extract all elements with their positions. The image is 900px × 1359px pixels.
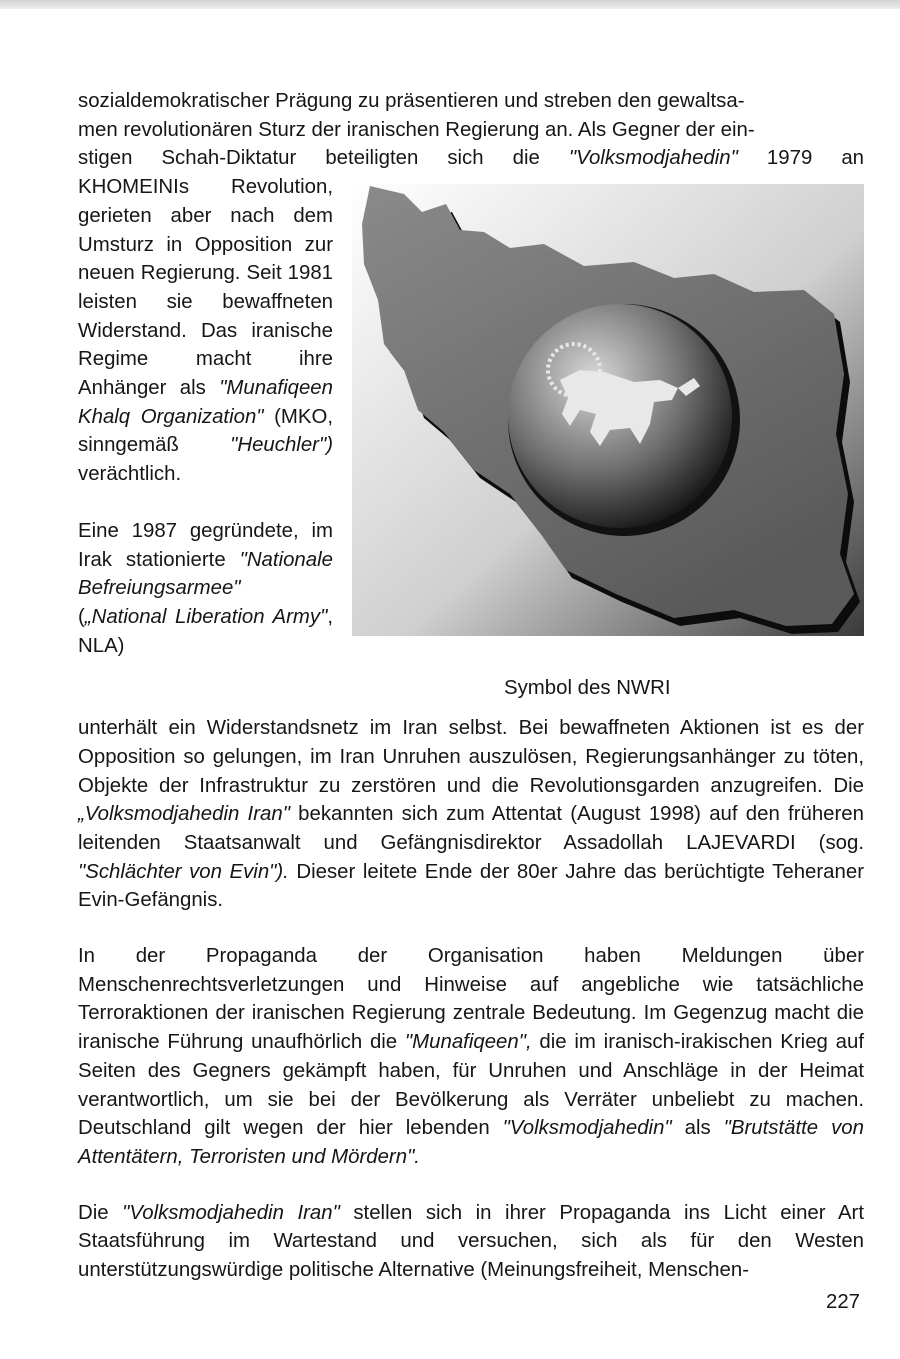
italic-run: „Volksmodjahedin Iran" — [78, 803, 290, 826]
text-run: Die — [78, 1201, 123, 1224]
text-run: In der Propaganda der Organisation haben Meldungen über Menschenrechtsverletzungen und Hinweise auf angebliche wie tatsächliche Terroraktionen der iranischen Regierung zentrale Bedeutung. Im Gegenzug macht die iranische Führung unaufhörlich die — [78, 945, 864, 1054]
figure-caption: Symbol des NWRI — [504, 677, 671, 700]
figure-wrap-section — [78, 173, 864, 714]
italic-run: "Volksmodjahedin" — [568, 147, 738, 170]
italic-run: „National Liberation Army" — [84, 605, 328, 628]
text-run: als — [671, 1117, 724, 1140]
text-run: Dieser leitete Ende der 80er Jahre das berüchtigte Teheraner Evin-Gefängnis. — [78, 860, 864, 912]
paragraph-2-continued — [78, 714, 864, 915]
wrapped-text-column — [78, 173, 333, 660]
paragraph-4 — [78, 1199, 864, 1285]
paragraph-1-wrapped — [78, 173, 333, 489]
text-run: 1979 an — [737, 147, 864, 170]
italic-run: "Nationale Befreiungsarmee" — [78, 548, 333, 600]
italic-run: "Brutstätte von Attentätern, Terroristen und Mördern". — [78, 1117, 864, 1168]
paragraph-3 — [78, 942, 864, 1172]
text-run: unterhält ein Widerstandsnetz im Iran selbst. Bei bewaffneten Aktionen ist es der Opposition so gelungen, im Iran Unruhen auszulösen, Regierungsanhänger zu töten, Objekte der Infrastruktur zu zerstören und die Revolutionsgarden anzugreifen. Die — [78, 717, 864, 797]
italic-run: "Munafiqeen Khalq Organization" — [78, 377, 333, 428]
italic-run: "Schlächter von Evin"). — [78, 860, 289, 883]
text-run: (MKO, sinngemäß — [78, 405, 333, 457]
text-run: verächtlich. — [78, 463, 182, 486]
nwri-symbol-figure — [334, 174, 864, 714]
paragraph-1-line-2: men revolutionären Sturz der iranischen Regierung an. Als Gegner der ein- — [78, 118, 755, 141]
text-run: , NLA) — [78, 605, 333, 657]
italic-run: "Heuchler") — [230, 434, 333, 457]
page-number: 227 — [826, 1291, 861, 1313]
document-page — [78, 87, 864, 1285]
italic-run: "Volksmodjahedin Iran" — [122, 1201, 340, 1224]
top-scan-band — [0, 0, 900, 9]
text-run: KHOMEINIs Revolution, gerieten aber nach dem Umsturz in Opposition zur neuen Regierung. Seit 1981 leisten sie bewaffneten Widerstand. Das iranische Regime macht ihre Anhänger als — [78, 176, 333, 400]
text-run: die im iranisch-irakischen Krieg auf Seiten des Gegners gekämpft haben, für Unruhen und Anschläge in der Heimat verantwortlich, um sie bei der Bevölkerung als Verräter unbeliebt zu machen. Deutschland gilt wegen der hier lebenden — [78, 1031, 864, 1140]
paragraph-1-line-1: sozialdemokratischer Prägung zu präsentieren und streben den gewaltsa- — [78, 90, 745, 112]
text-run: stellen sich in ihrer Propaganda ins Licht einer Art Staatsführung im Wartestand und versuchen, sich als für den Westen unterstützungswürdige politische Alternative (Meinungsfreiheit, Menschen- — [78, 1201, 865, 1282]
italic-run: "Volksmodjahedin" — [502, 1117, 672, 1140]
text-run: bekannten sich zum Attentat (August 1998) auf den früheren leitenden Staatsanwalt und Gefängnisdirektor Assadollah LAJEVARDI (sog. — [78, 803, 864, 854]
paragraph-1-line-3 — [78, 144, 864, 173]
text-run: stigen Schah-Diktatur beteiligten sich die — [78, 147, 569, 170]
italic-run: "Munafiqeen", — [404, 1031, 532, 1054]
paragraph-2-wrapped — [78, 517, 333, 661]
text-run: Eine 1987 gegründete, im Irak stationierte — [78, 519, 333, 571]
text-run: ( — [78, 605, 85, 628]
iran-map-emblem-icon — [334, 174, 864, 674]
